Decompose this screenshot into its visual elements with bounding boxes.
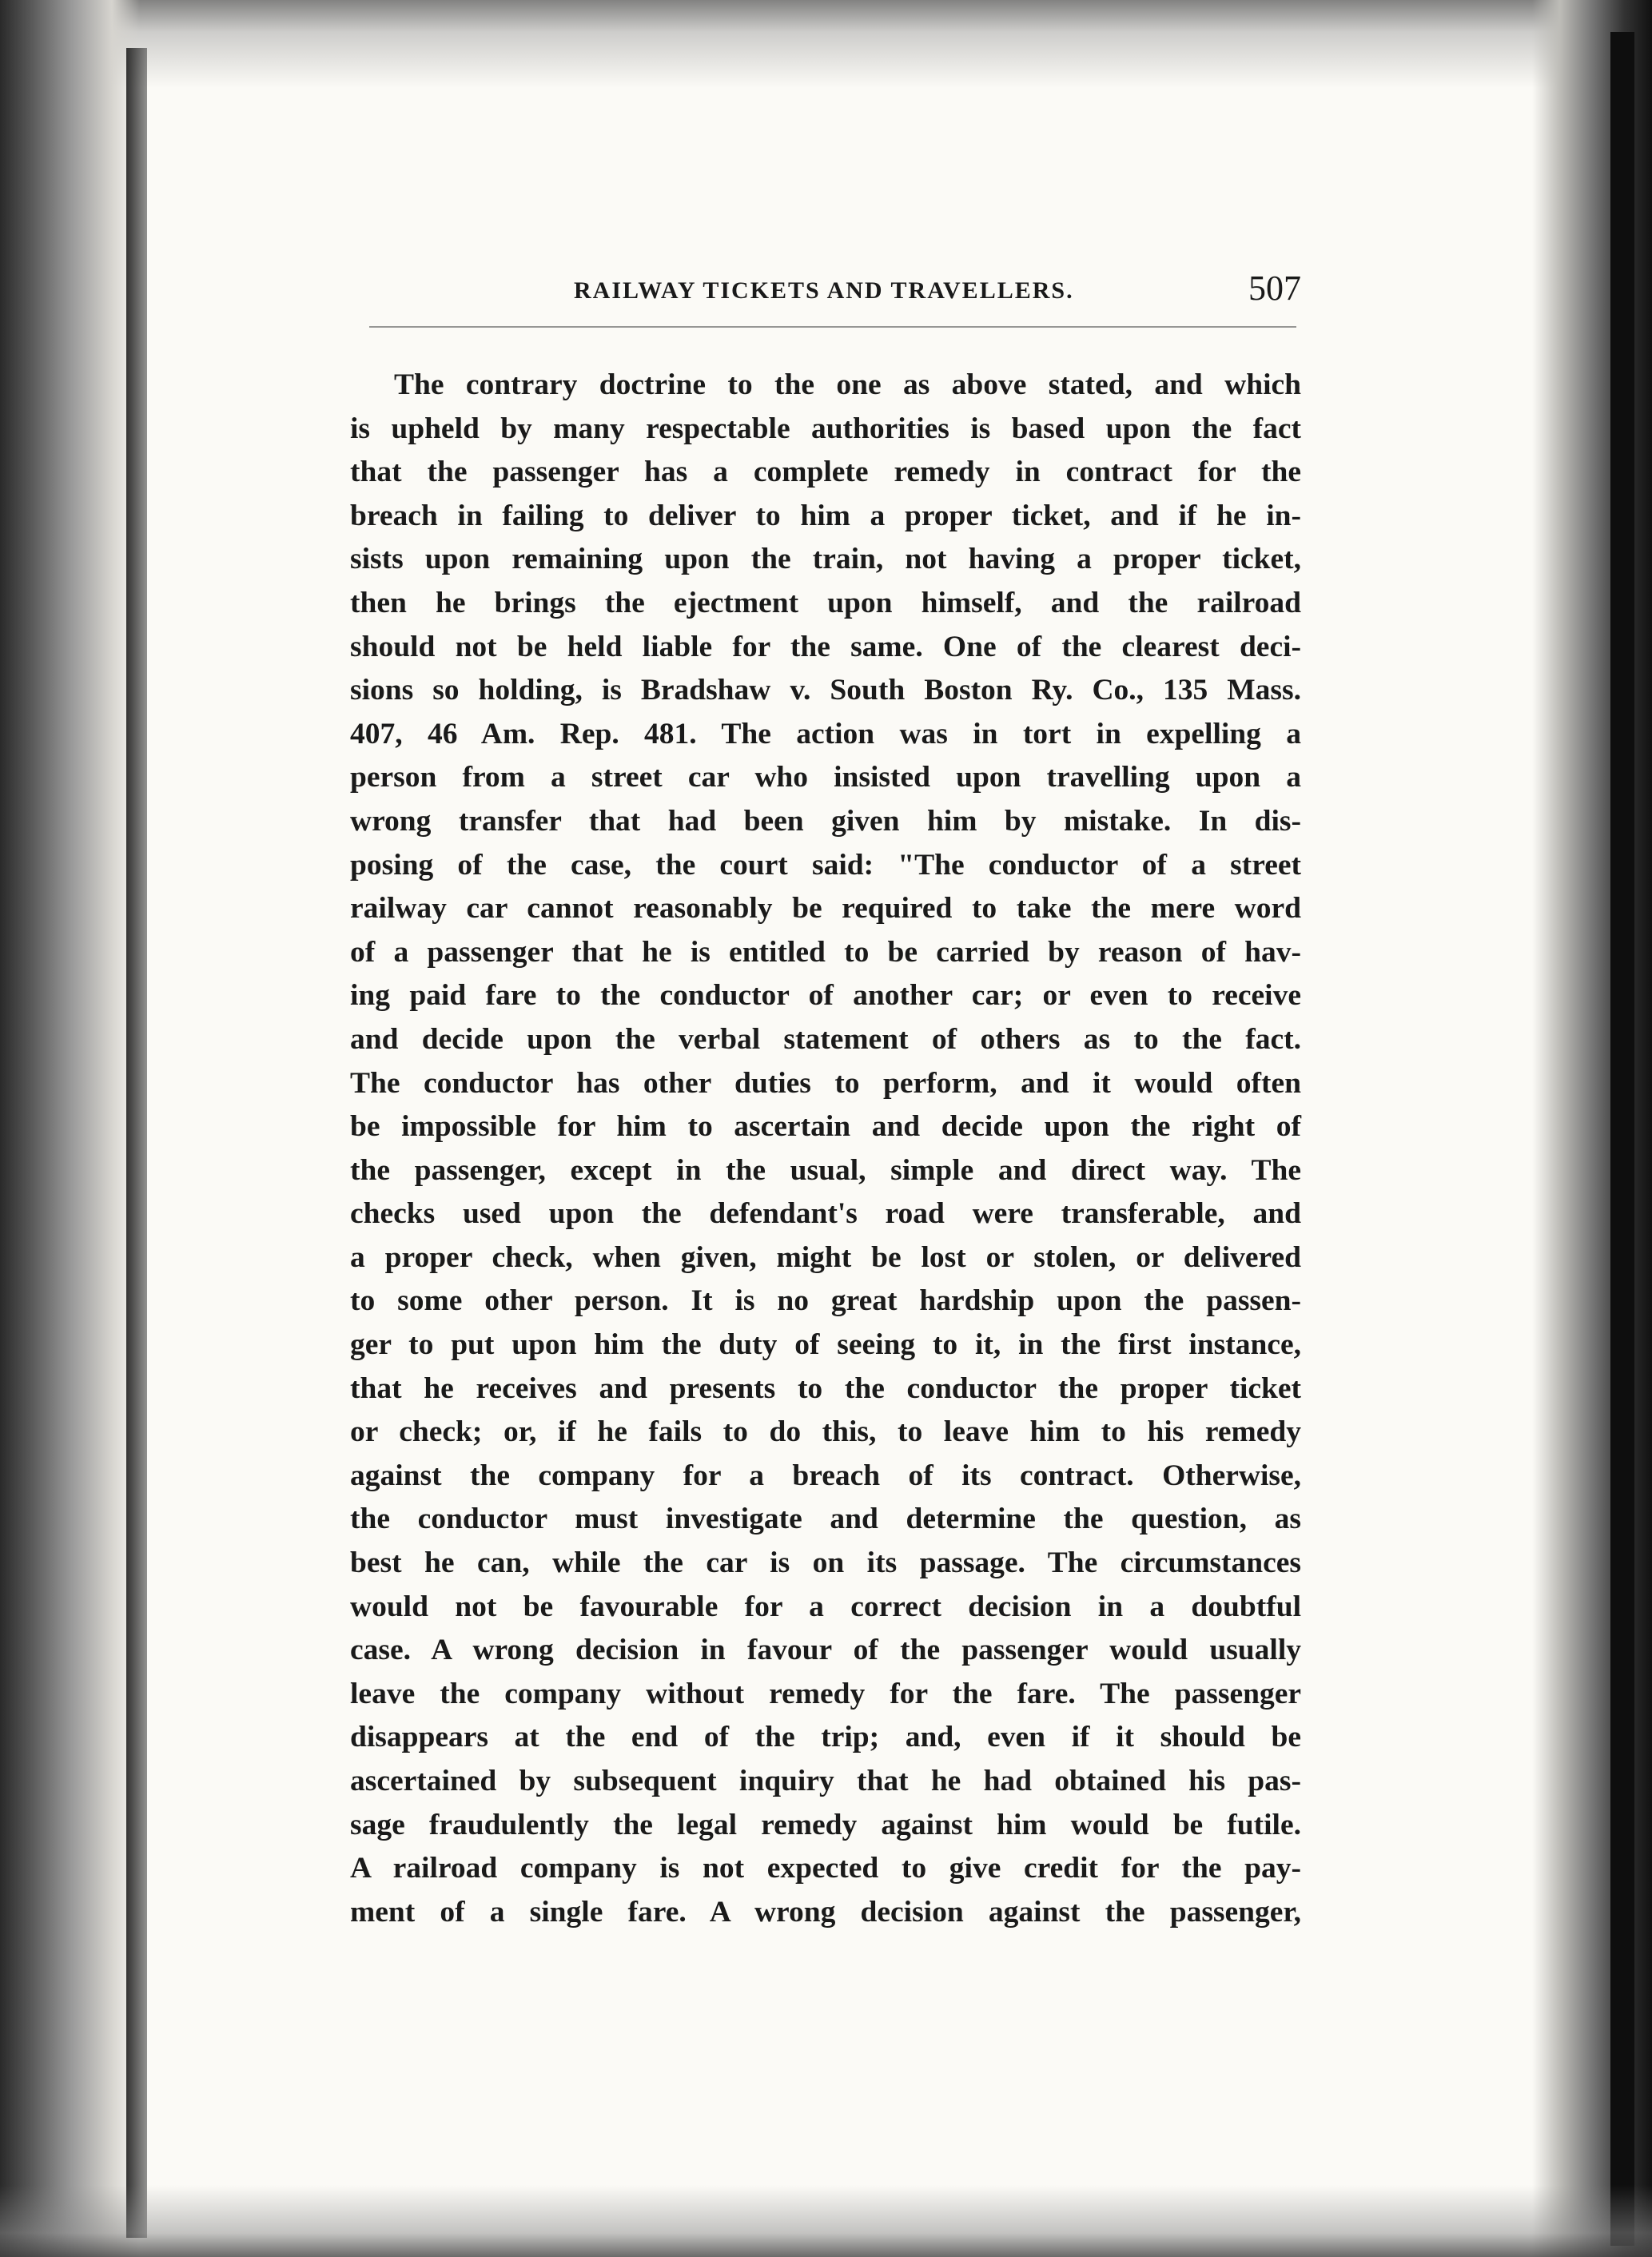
text-line: and decide upon the verbal statement of others as to the fact. [350,1022,1301,1056]
text-line: should not be held liable for the same. One of the clearest deci- [350,630,1301,663]
text-line: person from a street car who insisted upon travelling upon a [350,761,1301,794]
text-line: ing paid fare to the conductor of another car; or even to receive [350,979,1301,1013]
body-paragraph [350,364,1301,1934]
scan-gutter-shadow [126,48,147,2238]
text-line: the conductor must investigate and determine the question, as [350,1503,1301,1536]
scan-edge-bottom [0,2185,1652,2257]
text-line: ascertained by subsequent inquiry that he had obtained his pas- [350,1765,1301,1797]
text-line: of a passenger that he is entitled to be carried by reason of hav- [350,935,1301,969]
text-line: posing of the case, the court said: "The conductor of a street [350,848,1301,882]
text-line: disappears at the end of the trip; and, even if it should be [350,1721,1301,1754]
text-line: checks used upon the defendant's road were transferable, and [350,1197,1301,1231]
text-line: leave the company without remedy for the fare. The passenger [350,1677,1301,1710]
text-line: 407, 46 Am. Rep. 481. The action was in tort in expelling a [350,717,1301,750]
text-line: is upheld by many respectable authorities is based upon the fact [350,412,1301,445]
text-line: railway car cannot reasonably be required to take the mere word [350,892,1301,925]
text-line: ment of a single fare. A wrong decision against the passenger, [350,1895,1301,1929]
text-line: that the passenger has a complete remedy in contract for the [350,456,1301,489]
text-line: against the company for a breach of its contract. Otherwise, [350,1459,1301,1492]
scan-page-edge-dark [1610,32,1634,2246]
text-line: sions so holding, is Bradshaw v. South Boston Ry. Co., 135 Mass. [350,674,1301,707]
header-rule [369,326,1296,328]
text-line: breach in failing to deliver to him a proper ticket, and if he in- [350,499,1301,532]
text-line: the passenger, except in the usual, simple and direct way. The [350,1153,1301,1187]
text-line: be impossible for him to ascertain and decide upon the right of [350,1110,1301,1144]
text-line: The contrary doctrine to the one as above stated, and which [394,368,1301,401]
page-number: 507 [1248,269,1301,308]
text-line: case. A wrong decision in favour of the passenger would usually [350,1634,1301,1667]
text-line: or check; or, if he fails to do this, to leave him to his remedy [350,1415,1301,1449]
text-line: that he receives and presents to the conductor the proper ticket [350,1371,1301,1405]
running-title: RAILWAY TICKETS AND TRAVELLERS. [574,277,1074,304]
text-line: The conductor has other duties to perform, and it would often [350,1066,1301,1100]
text-line: sists upon remaining upon the train, not having a proper ticket, [350,543,1301,576]
text-line: would not be favourable for a correct decision in a doubtful [350,1590,1301,1623]
scan-edge-top [0,0,1652,88]
text-line: ger to put upon him the duty of seeing to it, in the first instance, [350,1328,1301,1362]
text-line: wrong transfer that had been given him by mistake. In dis- [350,804,1301,838]
text-line: best he can, while the car is on its passage. The circumstances [350,1546,1301,1580]
text-line: a proper check, when given, might be lost or stolen, or delivered [350,1240,1301,1274]
text-line: sage fraudulently the legal remedy against him would be futile. [350,1808,1301,1841]
text-line: A railroad company is not expected to give credit for the pay- [350,1852,1301,1885]
running-head [350,268,1301,324]
scan-edge-left [0,0,140,2257]
text-line: then he brings the ejectment upon himself, and the railroad [350,586,1301,619]
text-line: to some other person. It is no great hardship upon the passen- [350,1284,1301,1318]
